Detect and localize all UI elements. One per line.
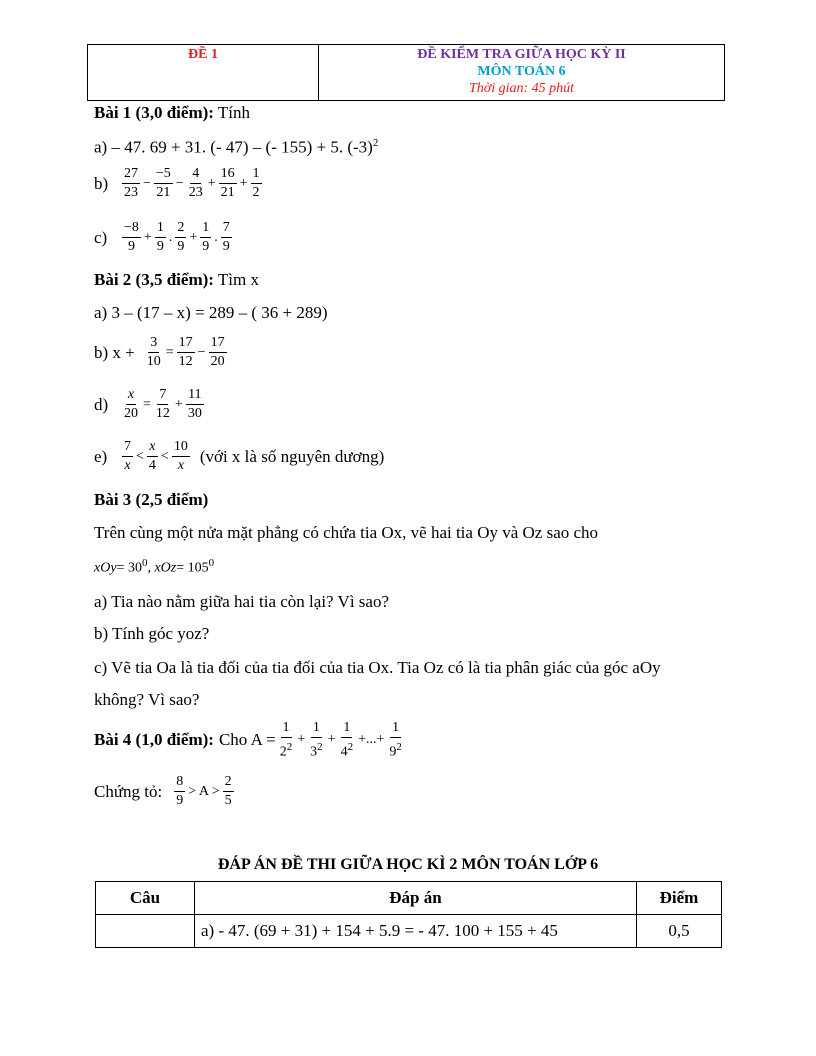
numerator: 27 [122,166,140,184]
numerator: 1 [281,720,292,738]
denominator: 12 [178,354,193,369]
fraction [219,166,237,201]
bai3-angles [94,557,214,577]
denominator: 30 [187,406,202,421]
numerator: −8 [122,220,141,238]
denominator: 20 [210,354,225,369]
numerator: 4 [190,166,201,184]
denominator: $3^2$ [310,741,323,760]
denominator: 9 [202,239,210,254]
denominator: 9 [222,239,230,254]
header-cau: Câu [96,882,195,915]
bai2-b-expression [143,335,229,370]
bai3-b: b) Tính góc yoz? [94,624,210,643]
bai4-prefix: Cho A = [218,730,276,750]
exponent: 2 [396,741,402,753]
angle-xoz-value: = 105 [176,560,209,576]
fraction [209,335,227,370]
cell-diem: 0,5 [637,915,722,948]
denominator: x [177,458,184,473]
operator: + [297,732,306,748]
fraction [174,774,185,809]
exam-number: ĐỀ 1 [188,47,218,62]
angle-xoy-label: xOy [94,560,117,576]
fraction [387,720,404,761]
fraction [175,220,186,255]
bai1-c [94,220,234,255]
numerator: 1 [155,220,166,238]
numerator: 1 [200,220,211,238]
fraction [147,439,158,474]
header-dap-an: Đáp án [195,882,637,915]
exam-time: Thời gian: 45 phút [468,81,575,96]
fraction [172,439,190,474]
operator: = [143,396,151,412]
exponent: 2 [347,741,354,753]
denominator: x [124,458,131,473]
operator: − [175,175,184,191]
numerator: 16 [219,166,237,184]
bai2-b-label: b) x + [94,342,135,362]
denominator: 21 [220,185,235,200]
exam-header-table [87,44,725,101]
bai3-c-line2: không? Vì sao? [94,690,200,709]
bai1-b-expression [120,166,264,201]
denominator: 2 [252,185,260,200]
answers-table [95,881,722,948]
bai4-expression [276,720,406,761]
bai1-title: Bài 1 (3,0 điểm): [94,103,214,122]
fraction [122,439,133,474]
operator: +...+ [358,732,385,748]
exam-title: ĐỀ KIỂM TRA GIỮA HỌC KỲ II [417,47,626,62]
numerator: 7 [157,387,168,405]
table-row [96,915,722,948]
numerator: 1 [311,720,322,738]
bai2-e-expression [120,439,192,474]
numerator: 17 [209,335,227,353]
exam-title-block [319,46,724,97]
denominator: $4^2$ [340,741,354,760]
numerator: x [126,387,136,405]
operator: < [136,448,144,464]
answers-title: ĐÁP ÁN ĐỀ THI GIỮA HỌC KÌ 2 MÔN TOÁN LỚP 6 [217,856,599,873]
header-diem: Điểm [637,882,722,915]
denominator: 4 [148,458,156,473]
bai2-heading [94,270,259,290]
bai3-title: Bài 3 (2,5 điểm) [94,490,209,509]
angle-xoy-value: = 30 [116,560,142,576]
bai2-e [94,439,384,474]
numerator: 1 [390,720,401,738]
degree-mark: 0 [208,557,215,569]
cell-dap-an: a) - 47. (69 + 31) + 154 + 5.9 = - 47. 100 + 155 + 45 [195,915,637,948]
bai1-b-label: b) [94,173,109,193]
bai1-b [94,166,264,201]
bai2-d [94,387,206,422]
bai2-e-note: (với x là số nguyên dương) [199,446,385,466]
exponent: 2 [317,741,323,753]
numerator: 3 [148,335,159,353]
numerator: 11 [186,387,203,405]
numerator: 1 [341,720,352,738]
denominator: 21 [156,185,171,200]
fraction [145,335,163,370]
bai4-prove-label: Chứng tỏ: [94,781,163,801]
denominator: 9 [127,239,135,254]
denominator: 12 [155,406,170,421]
fraction [339,720,356,761]
denominator: 20 [124,406,138,421]
operator: + [207,175,216,191]
operator: > A > [188,783,220,799]
denominator: 9 [177,239,185,254]
fraction [177,335,195,370]
bai4-prove [94,774,236,809]
fraction [122,220,141,255]
operator: + [143,229,152,245]
bai1-a [94,137,378,158]
numerator: 7 [221,220,232,238]
fraction [223,774,234,809]
bai3-intro: Trên cùng một nửa mặt phẳng có chứa tia Ox, vẽ hai tia Oy và Oz sao cho [94,523,599,542]
fraction [154,387,172,422]
denominator: 23 [188,185,203,200]
fraction [200,220,211,255]
bai2-b [94,335,229,370]
operator: < [160,448,169,464]
fraction [155,220,166,255]
numerator: 8 [174,774,185,792]
angle-xoz-label: , xOz [147,560,177,576]
denominator: 9 [156,239,164,254]
bai2-e-label: e) [94,446,108,466]
denominator: 23 [124,185,138,200]
bai4-title: Bài 4 (1,0 điểm): [94,730,214,750]
numerator: 1 [251,166,262,184]
fraction [154,166,173,201]
answers-header-row [96,882,722,915]
bai4-prove-expression [172,774,235,809]
bai1-a-exponent: 2 [372,137,379,149]
operator: = [165,344,174,360]
numerator: 2 [175,220,186,238]
fraction [278,720,295,761]
bai2-title: Bài 2 (3,5 điểm): [94,270,214,289]
bai2-task: Tìm x [217,270,259,289]
fraction [186,387,204,422]
numerator: −5 [154,166,173,184]
fraction [187,166,205,201]
numerator: x [147,439,157,457]
bai1-c-expression [120,220,234,255]
fraction [308,720,325,761]
operator: . [214,229,218,245]
bai2-a: a) 3 – (17 – x) = 289 – ( 36 + 289) [94,303,328,322]
numerator: 10 [172,439,190,457]
cell-cau [96,915,195,948]
fraction [122,387,140,422]
operator: + [174,396,183,412]
denominator: 9 [176,793,184,808]
bai3-c-line1: c) Vẽ tia Oa là tia đối của tia đối của tia Ox. Tia Oz có là tia phân giác của góc aOy [94,658,661,677]
bai1-task: Tính [217,103,250,122]
operator: + [189,229,198,245]
operator: . [168,229,173,245]
operator: − [143,175,151,191]
bai1-a-text: a) – 47. 69 + 31. (- 47) – (- 155) + 5. (-3) [94,137,373,157]
operator: + [239,175,248,191]
numerator: 17 [177,335,195,353]
fraction [251,166,262,201]
bai4-statement [94,720,406,761]
denominator: $2^2$ [279,741,293,760]
bai3-a: a) Tia nào nằm giữa hai tia còn lại? Vì sao? [94,592,389,611]
denominator: 5 [224,793,232,808]
operator: + [327,732,336,748]
numerator: 7 [122,439,133,457]
exponent: 2 [286,741,293,753]
bai2-d-label: d) [94,394,109,414]
numerator: 2 [223,774,234,792]
fraction [221,220,232,255]
exam-subject: MÔN TOÁN 6 [477,64,566,79]
denominator: 10 [146,354,161,369]
bai1-heading [94,103,250,123]
bai1-c-label: c) [94,227,108,247]
degree-mark: 0 [141,557,148,569]
bai2-d-expression [120,387,206,422]
operator: − [197,344,206,360]
denominator: $9^2$ [389,741,402,760]
fraction [122,166,140,201]
